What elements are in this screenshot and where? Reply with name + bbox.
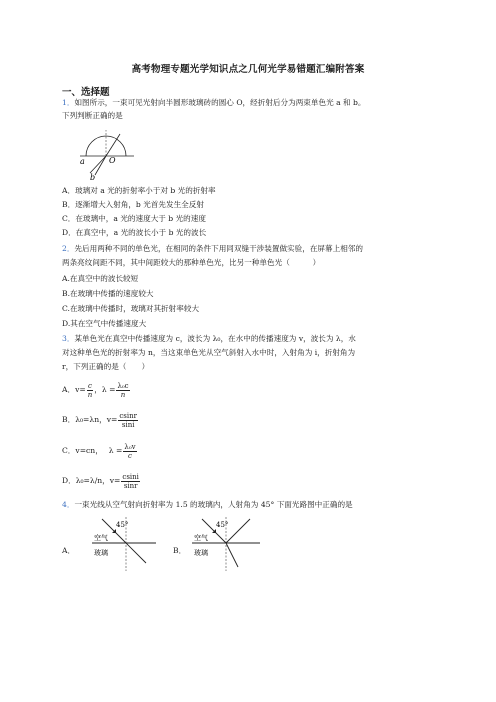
q4-number: 4．	[62, 500, 75, 509]
q1-text1: 如图所示，一束可见光射向半圆形玻璃砖的圆心 O，经折射后分为两束单色光 a 和 b。	[74, 98, 366, 107]
q4-option-a-label: A．	[62, 546, 76, 555]
q3-stem-line3: r，下列正确的是（ ）	[62, 362, 150, 371]
q1-stem-line2: 下列判断正确的是	[62, 111, 123, 120]
q3-number: 3．	[62, 334, 75, 343]
label-a: a	[80, 157, 85, 166]
q2-stem-line1	[62, 244, 363, 254]
q3-d-text: λ₀=λ/n，v=	[75, 476, 121, 485]
q3-a-den1: n	[87, 390, 93, 399]
q2-text1: 先后用两种不同的单色光，在相同的条件下用同双缝干涉装置做实验，在屏幕上相邻的	[74, 244, 363, 253]
air-label: 空气	[94, 534, 108, 542]
q1-number: 1．	[62, 98, 75, 107]
q2-option-b: B.在玻璃中传播的速度较大	[62, 289, 154, 298]
q3-text1: 某单色光在真空中传播速度为 c，波长为 λ₀，在水中的传播速度为 v，波长为 λ，水	[74, 334, 356, 343]
q3-d-label: D．	[62, 476, 76, 485]
q3-b-num: csinr	[119, 411, 137, 420]
q3-d-fraction	[121, 473, 140, 490]
q1-option-a: A．玻璃对 a 光的折射率小于对 b 光的折射率	[62, 186, 216, 195]
label-o: O	[109, 156, 116, 165]
q3-a-sep: ，λ =	[94, 385, 116, 394]
q3-c-num: λ₀v	[124, 442, 136, 451]
semicircle-glass	[86, 136, 126, 156]
q1-semicircle-diagram	[78, 124, 138, 180]
glass-label: 玻璃	[94, 549, 108, 557]
q3-a-fraction1	[87, 382, 94, 399]
q3-b-den: sini	[121, 420, 135, 429]
angle-label: 45°	[116, 521, 129, 529]
q3-a-num2: λ₀c	[117, 381, 129, 390]
q3-c-den: c	[128, 451, 132, 460]
reflected-ray	[226, 519, 250, 543]
refracted-ray	[126, 543, 146, 563]
q3-c-text: v=cn，	[75, 446, 103, 455]
q2-option-d: D.其在空气中传播速度大	[62, 319, 147, 328]
q1-option-c: C．在玻璃中，a 光的速度大于 b 光的速度	[62, 214, 206, 223]
q4-diagram-b	[190, 515, 262, 573]
q2-option-a: A.在真空中的波长较短	[62, 274, 139, 283]
q3-option-b	[62, 411, 139, 429]
q1-option-d: D．在真空中，a 光的波长小于 b 光的波长	[62, 228, 207, 237]
glass-label: 玻璃	[194, 549, 208, 557]
q4-option-b-label: B．	[173, 546, 187, 555]
section-heading: 一、选择题	[62, 87, 110, 98]
document-title: 高考物理专题光学知识点之几何光学易错题汇编附答案	[131, 64, 365, 75]
label-b: b	[90, 173, 96, 180]
q3-d-den: sinr	[123, 481, 138, 490]
q4-stem-line1	[62, 500, 353, 510]
q3-b-label: B．	[62, 415, 76, 424]
q2-stem-line2: 两条亮纹间距不同，其中间距较大的那种单色光，比另一种单色光（ ）	[62, 258, 321, 267]
q2-number: 2．	[62, 244, 75, 253]
angle-label: 45°	[216, 521, 229, 529]
q3-d-num: csini	[122, 472, 139, 481]
q4-diagram-a	[90, 515, 158, 573]
q3-a-fraction2	[116, 382, 129, 399]
q1-option-b: B．逐渐增大入射角，b 光首先发生全反射	[62, 200, 204, 209]
q3-stem-line2: 对这种单色光的折射率为 n，当这束单色光从空气斜射入水中时，入射角为 i，折射角为	[62, 348, 356, 357]
q3-b-text: λ₀=λn，v=	[75, 415, 118, 424]
q3-option-a	[62, 381, 131, 399]
q3-c-text2: λ =	[108, 446, 123, 455]
q3-a-num1: c	[88, 381, 92, 390]
q3-option-d	[62, 472, 141, 490]
q3-option-c	[62, 442, 138, 460]
q3-b-fraction	[118, 412, 138, 429]
q2-option-c: C.在玻璃中传播时，玻璃对其折射率较大	[62, 304, 200, 313]
refracted-ray	[226, 543, 238, 567]
q3-a-text: v=	[75, 385, 86, 394]
q3-a-label: A．	[62, 385, 76, 394]
q4-text1: 一束光线从空气射向折射率为 1.5 的玻璃内，人射角为 45° 下面光路图中正确的是	[74, 500, 353, 509]
q3-c-fraction	[123, 443, 136, 460]
q1-stem-line1	[62, 98, 365, 108]
q3-c-label: C．	[62, 446, 76, 455]
q3-a-den2: n	[120, 390, 126, 399]
q3-stem-line1	[62, 334, 356, 344]
air-label: 空气	[194, 534, 208, 542]
